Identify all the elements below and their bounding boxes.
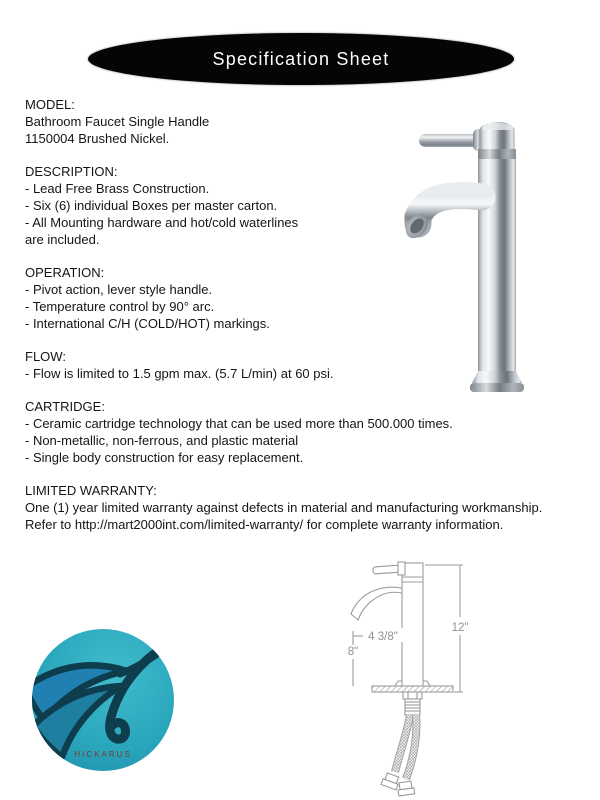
section-line: - Single body construction for easy replacement. bbox=[25, 450, 304, 465]
section-line: 1150004 Brushed Nickel. bbox=[25, 131, 170, 146]
section-line: - Temperature control by 90° arc. bbox=[25, 299, 215, 314]
section-line: - Flow is limited to 1.5 gpm max. (5.7 L/min) at 60 psi. bbox=[25, 366, 334, 381]
section-line: - Lead Free Brass Construction. bbox=[25, 181, 210, 196]
brand-logo bbox=[30, 627, 176, 773]
faucet-dimension-drawing bbox=[335, 555, 510, 797]
section-heading: CARTRIDGE: bbox=[25, 399, 105, 414]
section-warranty bbox=[25, 482, 575, 533]
page-title: Specification Sheet bbox=[212, 48, 390, 69]
section-line: Bathroom Faucet Single Handle bbox=[25, 114, 210, 129]
section-line: - Ceramic cartridge technology that can be used more than 500.000 times. bbox=[25, 416, 453, 431]
section-heading: FLOW: bbox=[25, 349, 66, 364]
section-heading: OPERATION: bbox=[25, 265, 105, 280]
dim-spout-height: 8" bbox=[347, 646, 359, 658]
section-line: - Non-metallic, non-ferrous, and plastic material bbox=[25, 433, 299, 448]
section-heading: MODEL: bbox=[25, 97, 75, 112]
header-banner bbox=[88, 33, 514, 85]
section-line: - All Mounting hardware and hot/cold waterlines bbox=[25, 215, 299, 230]
section-cartridge bbox=[25, 398, 575, 466]
section-line: - Six (6) individual Boxes per master carton. bbox=[25, 198, 278, 213]
brand-name: HICKARUS bbox=[74, 750, 132, 759]
dim-total-height: 12" bbox=[451, 622, 469, 634]
warranty-url-text: Refer to http://mart2000int.com/limited-warranty/ for complete warranty information. bbox=[25, 517, 504, 532]
section-line: - International C/H (COLD/HOT) markings. bbox=[25, 316, 270, 331]
section-heading: LIMITED WARRANTY: bbox=[25, 483, 157, 498]
section-line: - Pivot action, lever style handle. bbox=[25, 282, 213, 297]
section-heading: DESCRIPTION: bbox=[25, 164, 118, 179]
section-line: are included. bbox=[25, 232, 100, 247]
faucet-product-photo bbox=[385, 100, 560, 395]
dim-spout-reach: 4 3/8" bbox=[368, 631, 398, 643]
section-line: One (1) year limited warranty against defects in material and manufacturing workmanship. bbox=[25, 500, 543, 515]
